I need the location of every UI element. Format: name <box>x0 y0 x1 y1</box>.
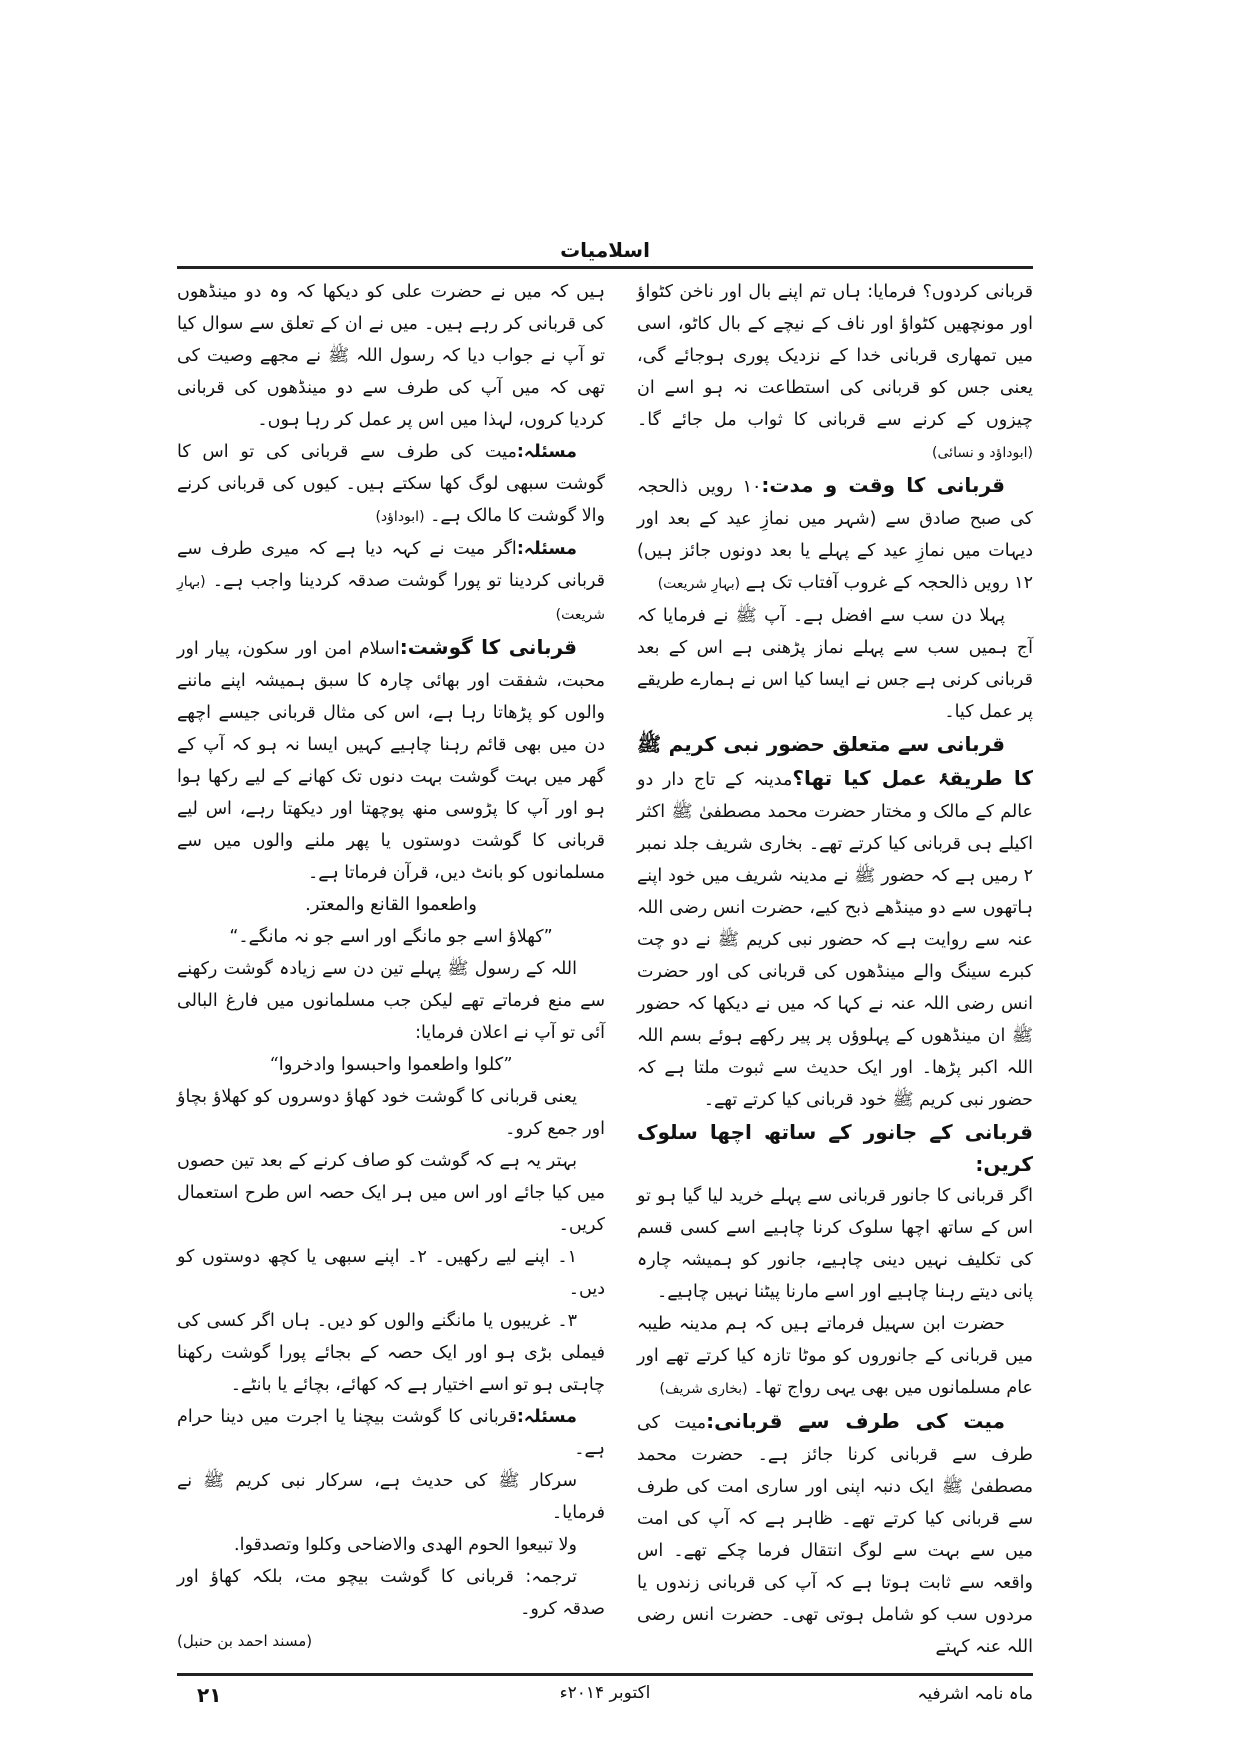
paragraph: اگر قربانی کا جانور قربانی سے پہلے خرید لیا گیا ہو تو اس کے ساتھ اچھا سلوک کرنا چاہیے اسے کسی قسم کی تکلیف نہیں دینی چاہیے، جانور کو ہمیشہ چارہ پانی دیتے رہنا چاہیے اور اسے مارنا پیٹنا نہیں چاہیے۔ <box>637 1186 1033 1302</box>
section-heading: قربانی سے متعلق حضور نبی کریم ﷺ کا طریقۂ عمل کیا تھا؟ <box>637 732 1033 790</box>
list-item: ۱۔ اپنے لیے رکھیں۔ ۲۔ اپنے سبھی یا کچھ دوستوں کو دیں۔ <box>177 1247 605 1299</box>
paragraph: ہیں کہ میں نے حضرت علی کو دیکھا کہ وہ دو مینڈھوں کی قربانی کر رہے ہیں۔ میں نے ان کے تعلق سے سوال کیا تو آپ نے جواب دیا کہ رسول اللہ ﷺ نے مجھے وصیت کی تھی کہ میں آپ کی طرف سے دو مینڈھوں کی قربانی کردیا کروں، لہذا میں اس پر عمل کر رہا ہوں۔ <box>177 282 605 430</box>
issue-date: اکتوبر ۲۰۱۴ء <box>559 1683 651 1703</box>
paragraph: حضرت ابن سہیل فرماتے ہیں کہ ہم مدینہ طیبہ میں قربانی کے جانوروں کو موٹا تازہ کیا کرتے تھے اور عام مسلمانوں میں بھی یہی رواج تھا۔ (بخاری شریف) <box>637 1314 1033 1398</box>
masala-label: مسئلہ: <box>516 442 577 462</box>
page-footer <box>177 1683 1033 1713</box>
masala-label: مسئلہ: <box>516 539 577 559</box>
section-heading: میت کی طرف سے قربانی: <box>706 1409 1005 1433</box>
footer-rule <box>177 1673 1033 1676</box>
left-column <box>177 276 605 1657</box>
paragraph: مسئلہ:اگر میت نے کہہ دیا ہے کہ میری طرف سے قربانی کردینا تو پورا گوشت صدقہ کردینا واجب ہے۔ (بہارِ شریعت) <box>177 539 605 623</box>
citation: (بہارِ شریعت) <box>657 576 741 592</box>
paragraph: مسئلہ:میت کی طرف سے قربانی کی تو اس کا گوشت سبھی لوگ کھا سکتے ہیں۔ کیوں کی قربانی کرنے والا گوشت کا مالک ہے۔ (ابوداؤد) <box>177 442 605 526</box>
paragraph: بہتر یہ ہے کہ گوشت کو صاف کرنے کے بعد تین حصوں میں کیا جائے اور اس میں ہر ایک حصہ اس طرح استعمال کریں۔ <box>177 1151 605 1235</box>
hadith-quote: ”کلوا واطعموا واحبسوا وادخروا“ <box>269 1054 513 1075</box>
paragraph: یعنی قربانی کا گوشت خود کھاؤ دوسروں کو کھلاؤ بچاؤ اور جمع کرو۔ <box>177 1087 605 1139</box>
right-column <box>637 276 1033 1663</box>
source-citation: (مسند احمد بن حنبل) <box>177 1632 313 1650</box>
translation: ترجمہ: قربانی کا گوشت بیچو مت، بلکہ کھاؤ اور صدقہ کرو۔ <box>177 1567 605 1619</box>
section-heading: قربانی کا گوشت: <box>399 635 577 659</box>
section-title: اسلامیات <box>560 238 650 262</box>
paragraph: قربانی سے متعلق حضور نبی کریم ﷺ کا طریقۂ عمل کیا تھا؟مدینہ کے تاج دار دو عالم کے مالک و مختار حضرت محمد مصطفیٰ ﷺ اکثر اکیلے ہی قربانی کیا کرتے تھے۔ بخاری شریف جلد نمبر ۲ رمیں ہے کہ حضور ﷺ نے مدینہ شریف میں خود اپنے ہاتھوں سے دو مینڈھے ذبح کیے، حضرت انس رضی اللہ عنہ سے روایت ہے کہ حضور نبی کریم ﷺ نے دو چت کبرے سینگ والے مینڈھوں کی قربانی کی اور حضرت انس رضی اللہ عنہ نے کہا کہ میں نے دیکھا کہ حضور ﷺ ان مینڈھوں کے پہلوؤں پر پیر رکھے ہوئے بسم اللہ اللہ اکبر پڑھا۔ اور ایک حدیث سے ثبوت ملتا ہے کہ حضور نبی کریم ﷺ خود قربانی کیا کرتے تھے۔ <box>637 732 1033 1110</box>
verse-translation: ”کھلاؤ اسے جو مانگے اور اسے جو نہ مانگے۔“ <box>229 927 553 947</box>
paragraph: میت کی طرف سے قربانی:میت کی طرف سے قربانی کرنا جائز ہے۔ حضرت محمد مصطفیٰ ﷺ ایک دنبہ اپنی اور ساری امت کی طرف سے قربانی کیا کرتے تھے۔ ظاہر ہے کہ آپ کی امت میں سے بہت سے لوگ انتقال فرما چکے تھے۔ اس واقعہ سے ثابت ہوتا ہے کہ آپ کی قربانی زندوں یا مردوں سب کو شامل ہوتی تھی۔ حضرت انس رضی اللہ عنہ کہتے <box>637 1409 1033 1657</box>
paragraph: اللہ کے رسول ﷺ پہلے تین دن سے زیادہ گوشت رکھنے سے منع فرماتے تھے لیکن جب مسلمانوں میں فارغ البالی آئی تو آپ نے اعلان فرمایا: <box>177 959 605 1043</box>
paragraph: مسئلہ:قربانی کا گوشت بیچنا یا اجرت میں دینا حرام ہے۔ <box>177 1407 605 1459</box>
magazine-name: ماہ نامہ اشرفیہ <box>917 1684 1033 1704</box>
paragraph: پہلا دن سب سے افضل ہے۔ آپ ﷺ نے فرمایا کہ آج ہمیں سب سے پہلے نماز پڑھنی ہے اس کے بعد قربانی کرنی ہے جس نے ایسا کیا اس نے ہمارے طریقے پر عمل کیا۔ <box>637 606 1033 722</box>
paragraph: قربانی کردوں؟ فرمایا: ہاں تم اپنے بال اور ناخن کٹواؤ اور مونچھیں کٹواؤ اور ناف کے نیچے کے بال کاٹو، اسی میں تمھاری قربانی خدا کے نزدیک پوری ہوجائے گی، یعنی جس کو قربانی کی استطاعت نہ ہو اسے ان چیزوں کے کرنے سے قربانی کا ثواب مل جائے گا۔ (ابوداؤد و نسائی) <box>637 282 1033 461</box>
citation: (بخاری شریف) <box>659 1381 748 1397</box>
citation: (ابوداؤد و نسائی) <box>932 445 1033 461</box>
paragraph: قربانی کا گوشت:اسلام امن اور سکون، پیار اور محبت، شفقت اور بھائی چارہ کا سبق ہمیشہ اپنے ماننے والوں کو پڑھاتا رہا ہے، اس کی مثال قربانی جیسے اچھے دن میں بھی قائم رہنا چاہیے کہیں ایسا نہ ہو کہ آپ کے گھر میں بہت گوشت بہت دنوں تک کھانے کے لیے رکھا ہوا ہو اور آپ کا پڑوسی منھ پوچھتا اور دیکھتا رہے، اس لیے قربانی کا گوشت دوستوں یا پھر ملنے والوں میں سے مسلمانوں کو بانٹ دیں، قرآن فرماتا ہے۔ <box>177 635 605 883</box>
section-heading: قربانی کا وقت و مدت: <box>761 473 1005 497</box>
masala-label: مسئلہ: <box>516 1407 577 1427</box>
section-heading: قربانی کے جانور کے ساتھ اچھا سلوک کریں: <box>637 1120 1033 1176</box>
paragraph: قربانی کا وقت و مدت:۱۰ رویں ذالحجہ کی صبح صادق سے (شہر میں نمازِ عید کے بعد اور دیہات میں نمازِ عید کے پہلے یا بعد دونوں جائز ہیں) ۱۲ رویں ذالحجہ کے غروب آفتاب تک ہے (بہارِ شریعت) <box>637 473 1033 593</box>
paragraph: سرکار ﷺ کی حدیث ہے، سرکار نبی کریم ﷺ نے فرمایا۔ <box>177 1471 605 1523</box>
header-rule <box>177 266 1033 269</box>
citation: (بہارِ شریعت) <box>177 574 605 623</box>
list-item: ۳۔ غریبوں یا مانگنے والوں کو دیں۔ ہاں اگر کسی کی فیملی بڑی ہو اور ایک حصہ کے بجائے پورا گوشت رکھنا چاہتی ہو تو اسے اختیار ہے کہ کھائے، بچائے یا بانٹے۔ <box>177 1311 605 1395</box>
hadith-arabic: ولا تبیعوا الحوم الھدی والاضاحی وکلوا وتصدقوا. <box>234 1535 577 1555</box>
quran-verse: واطعموا القانع والمعتر. <box>305 894 477 915</box>
citation: (ابوداؤد) <box>375 509 425 525</box>
page-number: ۲۱ <box>197 1683 222 1707</box>
